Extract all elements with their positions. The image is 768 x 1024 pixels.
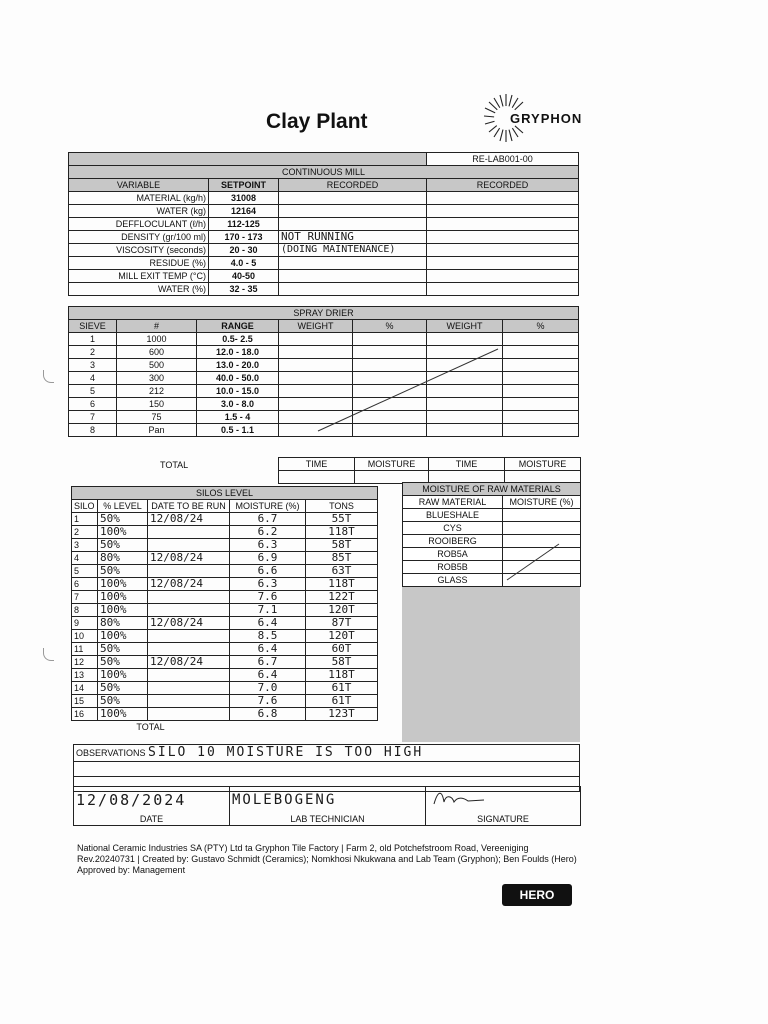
silo-number: 13 [72, 669, 98, 682]
date-cell[interactable] [148, 526, 230, 539]
setpoint-cell: 32 - 35 [209, 283, 279, 296]
level-cell[interactable]: 50% [98, 656, 148, 669]
recorded-cell[interactable] [427, 192, 579, 205]
recorded-cell[interactable] [279, 270, 427, 283]
moisture-cell[interactable]: 6.3 [230, 578, 306, 591]
date-cell[interactable] [148, 539, 230, 552]
spray-drier-title: SPRAY DRIER [69, 307, 579, 320]
continuous-mill-table [68, 152, 579, 296]
col-num: # [117, 320, 197, 333]
percent-cell[interactable] [503, 385, 579, 398]
col-silo: SILO [72, 500, 98, 513]
col-sieve: SIEVE [69, 320, 117, 333]
scan-mark [43, 648, 54, 661]
raw-material-name: ROB5B [403, 561, 503, 574]
setpoint-cell: 170 - 173 [209, 231, 279, 244]
variable-cell: DENSITY (gr/100 ml) [69, 231, 209, 244]
silo-number: 5 [72, 565, 98, 578]
silo-number: 3 [72, 539, 98, 552]
level-cell[interactable]: 50% [98, 565, 148, 578]
recorded-cell[interactable] [279, 283, 427, 296]
level-cell[interactable]: 100% [98, 669, 148, 682]
silo-number: 4 [72, 552, 98, 565]
moisture-cell[interactable]: 7.1 [230, 604, 306, 617]
recorded-cell[interactable] [427, 205, 579, 218]
silo-number: 1 [72, 513, 98, 526]
date-cell[interactable]: 12/08/24 [148, 656, 230, 669]
raw-material-name: BLUESHALE [403, 509, 503, 522]
moisture-cell[interactable]: 6.2 [230, 526, 306, 539]
moisture-cell[interactable]: 6.4 [230, 669, 306, 682]
silos-total-label: TOTAL [136, 722, 165, 732]
col-recorded: RECORDED [279, 179, 427, 192]
date-cell[interactable] [148, 604, 230, 617]
tons-cell[interactable]: 118T [306, 578, 378, 591]
moisture-cell[interactable]: 7.0 [230, 682, 306, 695]
silo-number: 9 [72, 617, 98, 630]
moisture-label: MOISTURE [505, 458, 581, 471]
signature-mark [428, 788, 498, 810]
moisture-cell[interactable]: 7.6 [230, 591, 306, 604]
date-cell[interactable] [148, 695, 230, 708]
range-cell: 3.0 - 8.0 [197, 398, 279, 411]
col-percent: % [503, 320, 579, 333]
num-cell: 300 [117, 372, 197, 385]
sieve-cell: 5 [69, 385, 117, 398]
date-cell[interactable] [148, 708, 230, 721]
silo-number: 14 [72, 682, 98, 695]
col-setpoint: SETPOINT [209, 179, 279, 192]
observations-line[interactable] [74, 762, 580, 777]
level-cell[interactable]: 80% [98, 552, 148, 565]
col-raw-material: RAW MATERIAL [403, 496, 503, 509]
sieve-cell: 2 [69, 346, 117, 359]
col-range: RANGE [197, 320, 279, 333]
percent-cell[interactable] [503, 359, 579, 372]
num-cell: 1000 [117, 333, 197, 346]
observations-label: OBSERVATIONS [76, 748, 146, 758]
setpoint-cell: 20 - 30 [209, 244, 279, 257]
strike-through-line [503, 540, 563, 584]
tons-cell[interactable]: 122T [306, 591, 378, 604]
footer-revision: Rev.20240731 | Created by: Gustavo Schmidt (Ceramics); Nomkhosi Nkukwana and Lab Team (Gryphon); Ben Foulds (Hero) [77, 854, 577, 864]
date-cell[interactable] [148, 565, 230, 578]
tons-cell[interactable]: 120T [306, 604, 378, 617]
variable-cell: VISCOSITY (seconds) [69, 244, 209, 257]
recorded-cell[interactable] [427, 231, 579, 244]
time-label: TIME [429, 458, 505, 471]
num-cell: 75 [117, 411, 197, 424]
level-cell[interactable]: 50% [98, 682, 148, 695]
technician-value[interactable]: MOLEBOGENG [230, 787, 426, 814]
num-cell: Pan [117, 424, 197, 437]
percent-cell[interactable] [503, 398, 579, 411]
silo-number: 12 [72, 656, 98, 669]
time-moisture-table [278, 457, 581, 484]
col-raw-moisture: MOISTURE (%) [503, 496, 581, 509]
date-cell[interactable]: 12/08/24 [148, 552, 230, 565]
num-cell: 500 [117, 359, 197, 372]
percent-cell[interactable] [503, 346, 579, 359]
silos-title: SILOS LEVEL [72, 487, 378, 500]
date-cell[interactable]: 12/08/24 [148, 513, 230, 526]
tons-cell[interactable]: 123T [306, 708, 378, 721]
col-tons: TONS [306, 500, 378, 513]
continuous-mill-title: CONTINUOUS MILL [69, 166, 579, 179]
moisture-cell[interactable]: 6.7 [230, 656, 306, 669]
range-cell: 10.0 - 15.0 [197, 385, 279, 398]
col-percent: % [353, 320, 427, 333]
level-cell[interactable]: 100% [98, 630, 148, 643]
setpoint-cell: 4.0 - 5 [209, 257, 279, 270]
tons-cell[interactable]: 61T [306, 682, 378, 695]
page-title: Clay Plant [266, 110, 368, 133]
date-cell[interactable] [148, 630, 230, 643]
col-weight: WEIGHT [279, 320, 353, 333]
technician-label: LAB TECHNICIAN [230, 813, 426, 826]
date-label: DATE [74, 813, 230, 826]
level-cell[interactable]: 50% [98, 513, 148, 526]
silo-number: 15 [72, 695, 98, 708]
recorded-cell[interactable] [279, 192, 427, 205]
recorded-cell[interactable]: NOT RUNNING [279, 231, 427, 244]
silo-number: 2 [72, 526, 98, 539]
tons-cell[interactable]: 120T [306, 630, 378, 643]
setpoint-cell: 12164 [209, 205, 279, 218]
setpoint-cell: 40-50 [209, 270, 279, 283]
sieve-cell: 7 [69, 411, 117, 424]
setpoint-cell: 31008 [209, 192, 279, 205]
recorded-cell[interactable] [427, 270, 579, 283]
moisture-cell[interactable]: 6.8 [230, 708, 306, 721]
doc-code: RE-LAB001-00 [427, 153, 579, 166]
raw-moisture-cell[interactable] [503, 522, 581, 535]
raw-moisture-cell[interactable] [503, 509, 581, 522]
time-label: TIME [279, 458, 355, 471]
range-cell: 13.0 - 20.0 [197, 359, 279, 372]
percent-cell[interactable] [503, 333, 579, 346]
col-variable: VARIABLE [69, 179, 209, 192]
variable-cell: MILL EXIT TEMP (°C) [69, 270, 209, 283]
logo-text: GRYPHON [510, 111, 583, 126]
sieve-cell: 4 [69, 372, 117, 385]
moisture-cell[interactable]: 6.9 [230, 552, 306, 565]
time-cell[interactable] [279, 471, 355, 484]
raw-material-name: GLASS [403, 574, 503, 587]
moisture-label: MOISTURE [355, 458, 429, 471]
recorded-cell[interactable] [427, 283, 579, 296]
silo-number: 7 [72, 591, 98, 604]
variable-cell: WATER (%) [69, 283, 209, 296]
tons-cell[interactable]: 63T [306, 565, 378, 578]
silo-number: 8 [72, 604, 98, 617]
recorded-cell[interactable] [427, 218, 579, 231]
scan-mark [43, 370, 54, 383]
recorded-cell[interactable] [279, 205, 427, 218]
moisture-cell[interactable]: 6.7 [230, 513, 306, 526]
signoff-table [73, 786, 581, 826]
variable-cell: WATER (kg) [69, 205, 209, 218]
col-moisture: MOISTURE (%) [230, 500, 306, 513]
raw-material-name: ROOIBERG [403, 535, 503, 548]
tons-cell[interactable]: 61T [306, 695, 378, 708]
sieve-cell: 8 [69, 424, 117, 437]
level-cell[interactable]: 100% [98, 578, 148, 591]
range-cell: 0.5- 2.5 [197, 333, 279, 346]
date-cell[interactable]: 12/08/24 [148, 617, 230, 630]
observations-text[interactable]: SILO 10 MOISTURE IS TOO HIGH [148, 745, 424, 760]
col-level: % LEVEL [98, 500, 148, 513]
raw-material-name: CYS [403, 522, 503, 535]
setpoint-cell: 112-125 [209, 218, 279, 231]
silo-number: 16 [72, 708, 98, 721]
tons-cell[interactable]: 118T [306, 669, 378, 682]
moisture-cell[interactable]: 6.4 [230, 617, 306, 630]
moisture-cell[interactable]: 6.3 [230, 539, 306, 552]
silo-number: 6 [72, 578, 98, 591]
raw-materials-title: MOISTURE OF RAW MATERIALS [403, 483, 581, 496]
level-cell[interactable]: 50% [98, 539, 148, 552]
moisture-cell[interactable]: 6.4 [230, 643, 306, 656]
percent-cell[interactable] [503, 372, 579, 385]
level-cell[interactable]: 50% [98, 695, 148, 708]
col-recorded: RECORDED [427, 179, 579, 192]
percent-cell[interactable] [503, 424, 579, 437]
level-cell[interactable]: 100% [98, 526, 148, 539]
variable-cell: RESIDUE (%) [69, 257, 209, 270]
num-cell: 212 [117, 385, 197, 398]
num-cell: 150 [117, 398, 197, 411]
signature-label: SIGNATURE [426, 813, 581, 826]
level-cell[interactable]: 100% [98, 591, 148, 604]
tons-cell[interactable]: 118T [306, 526, 378, 539]
recorded-cell[interactable] [427, 244, 579, 257]
level-cell[interactable]: 50% [98, 643, 148, 656]
percent-cell[interactable] [503, 411, 579, 424]
sieve-cell: 1 [69, 333, 117, 346]
num-cell: 600 [117, 346, 197, 359]
col-date: DATE TO BE RUN [148, 500, 230, 513]
variable-cell: DEFFLOCULANT (ℓ/h) [69, 218, 209, 231]
date-cell[interactable] [148, 591, 230, 604]
recorded-cell[interactable] [279, 218, 427, 231]
range-cell: 40.0 - 50.0 [197, 372, 279, 385]
tons-cell[interactable]: 85T [306, 552, 378, 565]
moisture-cell[interactable]: 7.6 [230, 695, 306, 708]
moisture-cell[interactable]: 8.5 [230, 630, 306, 643]
variable-cell: MATERIAL (kg/h) [69, 192, 209, 205]
footer-company: National Ceramic Industries SA (PTY) Ltd ta Gryphon Tile Factory | Farm 2, old Potchefstroom Road, Vereeniging [77, 843, 529, 853]
recorded-cell[interactable] [427, 257, 579, 270]
tons-cell[interactable]: 87T [306, 617, 378, 630]
col-weight: WEIGHT [427, 320, 503, 333]
recorded-cell[interactable] [279, 257, 427, 270]
sieve-cell: 3 [69, 359, 117, 372]
tons-cell[interactable]: 60T [306, 643, 378, 656]
tons-cell[interactable]: 58T [306, 539, 378, 552]
tons-cell[interactable]: 58T [306, 656, 378, 669]
silos-table [71, 486, 378, 733]
signature-box[interactable] [426, 787, 581, 814]
date-cell[interactable] [148, 669, 230, 682]
observations-table [73, 744, 580, 792]
footer-approval: Approved by: Management [77, 865, 186, 875]
strike-through-line [300, 343, 510, 438]
raw-material-name: ROB5A [403, 548, 503, 561]
range-cell: 0.5 - 1.1 [197, 424, 279, 437]
range-cell: 1.5 - 4 [197, 411, 279, 424]
date-cell[interactable] [148, 643, 230, 656]
silo-number: 10 [72, 630, 98, 643]
moisture-cell[interactable]: 6.6 [230, 565, 306, 578]
sieve-cell: 6 [69, 398, 117, 411]
level-cell[interactable]: 100% [98, 604, 148, 617]
tons-cell[interactable]: 55T [306, 513, 378, 526]
range-cell: 12.0 - 18.0 [197, 346, 279, 359]
level-cell[interactable]: 100% [98, 708, 148, 721]
hero-logo: HERO [502, 884, 572, 906]
date-cell[interactable] [148, 682, 230, 695]
level-cell[interactable]: 80% [98, 617, 148, 630]
date-value[interactable]: 12/08/2024 [74, 787, 230, 814]
footer [77, 843, 597, 876]
silo-number: 11 [72, 643, 98, 656]
date-cell[interactable]: 12/08/24 [148, 578, 230, 591]
recorded-cell[interactable]: (DOING MAINTENANCE) [279, 244, 427, 257]
spray-total-label: TOTAL [160, 460, 189, 470]
